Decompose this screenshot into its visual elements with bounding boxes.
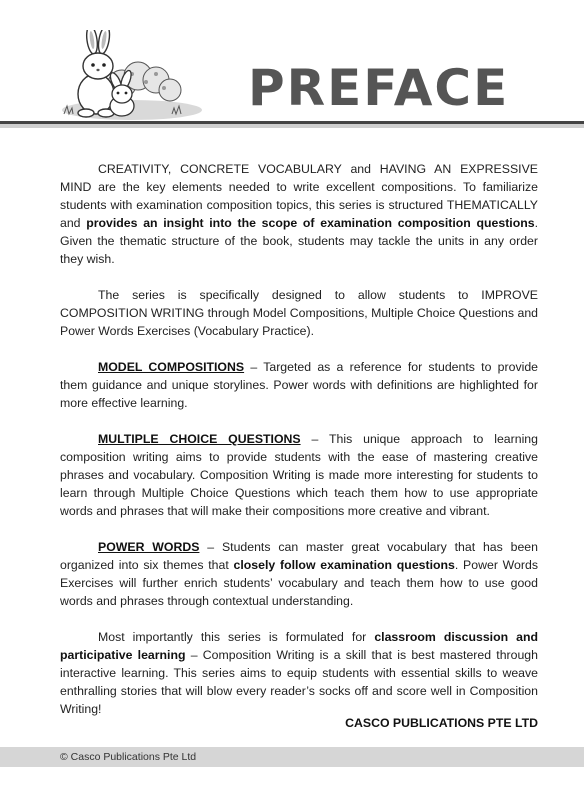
- paragraph-text: CREATIVITY, CONCRETE VOCABULARY and HAVING AN EXPRESSIVE MIND are the key elements needed to write excellent compositions. To familiarize students with examination composition topics, this series is structured THEMATICALLY and: [60, 162, 538, 230]
- paragraph-text: – Students can master great vocabulary that has been organized into six themes that: [60, 540, 538, 572]
- paragraph-model-compositions: [60, 358, 538, 412]
- paragraph-design: [60, 286, 538, 340]
- paragraph-multiple-choice: [60, 430, 538, 520]
- paragraph-text: . Power Words Exercises will further enrich students’ vocabulary and teach them how to use good words and phrases through contextual understanding.: [60, 558, 538, 608]
- paragraph-emphasis: provides an insight into the scope of examination composition questions: [86, 216, 535, 230]
- paragraph-text: – Targeted as a reference for students to provide them guidance and unique storylines. Power words with definitions are highlighted for more effective learning.: [60, 360, 539, 410]
- header-divider-shadow: [0, 124, 584, 128]
- paragraph-text: . Given the thematic structure of the book, students may tackle the units in any order they wish.: [60, 216, 539, 266]
- paragraph-emphasis: closely follow examination questions: [233, 558, 455, 572]
- page-footer: [0, 747, 584, 767]
- copyright-text: © Casco Publications Pte Ltd: [60, 751, 197, 763]
- paragraph-text: Most importantly this series is formulated for: [98, 630, 375, 644]
- paragraph-text: The series is specifically designed to allow students to IMPROVE COMPOSITION WRITING through Model Compositions, Multiple Choice Questions and Power Words Exercises (Vocabulary Practice).: [60, 288, 538, 338]
- page-title: PREFACE: [248, 59, 510, 117]
- preface-body: [60, 160, 538, 736]
- section-heading: POWER WORDS: [98, 540, 200, 554]
- page-header: [0, 0, 584, 128]
- paragraph-power-words: [60, 538, 538, 610]
- paragraph-intro: [60, 160, 538, 268]
- paragraph-conclusion: [60, 628, 538, 718]
- paragraph-emphasis: classroom discussion and participative learning: [60, 630, 538, 662]
- section-heading: MULTIPLE CHOICE QUESTIONS: [98, 432, 301, 446]
- paragraph-text: – This unique approach to learning composition writing aims to provide students with the ease of mastering creative phrases and vocabulary. Composition Writing is made more interesting for students to learn through Multiple Choice Questions which teach them how to use appropriate words and phrases that will make their compositions more creative and vibrant.: [60, 432, 538, 518]
- section-heading: MODEL COMPOSITIONS: [98, 360, 245, 374]
- paragraph-text: – Composition Writing is a skill that is best mastered through interactive learning. This series aims to equip students with essential skills to weave enthralling stories that will blow every reader’s socks off and score well in Composition Writing!: [60, 648, 538, 716]
- publisher-signature: CASCO PUBLICATIONS PTE LTD: [345, 716, 538, 730]
- rabbits-illustration: [52, 30, 202, 122]
